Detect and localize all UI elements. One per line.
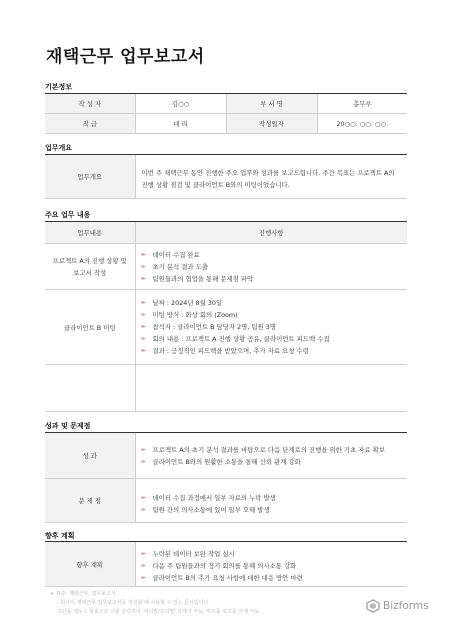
position-label: 직 급	[45, 114, 135, 134]
problem-content[interactable]	[135, 479, 407, 523]
list-item: ► 팀원 간의 의사소통에 있어 일부 오해 발생	[141, 506, 270, 514]
list-item: ► 데이터 수집 완료	[141, 250, 200, 259]
list-item: ► 클라이언트 B의 추가 요청 사항에 대한 대응 방안 마련	[141, 574, 303, 582]
bullet-marker-icon: ►	[141, 494, 147, 501]
bullet-marker-icon: ►	[141, 299, 147, 306]
plan-content[interactable]	[135, 542, 407, 587]
bullet-marker-icon: ►	[141, 506, 147, 513]
performance-label: 성 과	[45, 433, 135, 479]
task-row-2-label: 클라이언트 B 미팅	[45, 290, 135, 365]
results-table	[45, 432, 407, 523]
task-row-1-progress[interactable]	[135, 244, 407, 290]
dept-value[interactable]: 총무부	[317, 94, 407, 114]
bullet-marker-icon: ►	[141, 250, 147, 258]
section-results-label: 성과 및 문제점	[45, 422, 91, 430]
section-plan-label: 향후 계획	[45, 532, 75, 540]
bullet-marker-icon: ►	[141, 445, 147, 453]
list-item: ► 다음 주 팀원들과의 정기 회의를 통해 의사소통 강화	[141, 562, 297, 570]
plan-table	[45, 541, 407, 587]
list-item: ► 회의 내용 : 프로젝트 A 진행 상황 공유, 클라이언트 피드백 수집	[141, 335, 330, 343]
author-label: 작 성 자	[45, 94, 135, 114]
footer-line-1: ★ 표준: 재택근무, 업무보고서	[50, 591, 116, 597]
page-title: 재택근무 업무보고서	[46, 47, 205, 67]
task-row-2-progress[interactable]	[135, 290, 407, 365]
bullet-marker-icon: ►	[141, 311, 147, 318]
bullet-marker-icon: ►	[141, 574, 147, 581]
bullet-marker-icon: ►	[141, 274, 147, 282]
date-label: 작성일자	[226, 114, 317, 134]
list-item: ► 프로젝트 A의 초기 분석 결과를 바탕으로 다음 단계로의 진행을 위한 기초 자료 확보	[141, 445, 385, 454]
footer-line-2: - 회사의 재택근무 업무보고서를 작성할 때 사용할 수 있는 문서입니다.	[57, 600, 210, 606]
bullet-marker-icon: ►	[141, 550, 147, 557]
bullet-marker-icon: ►	[141, 562, 147, 569]
list-item: ► 날짜 : 2024년 8월 30일	[141, 299, 223, 307]
overview-row-label: 업무개요	[45, 155, 135, 199]
task-row-1-label: 프로젝트 A의 진행 상황 및 보고서 작성	[45, 244, 135, 290]
section-basic-label: 기본정보	[45, 83, 73, 91]
progress-header: 진행사항	[135, 222, 407, 244]
section-overview-label: 업무개요	[45, 144, 73, 152]
overview-text[interactable]: 이번 주 재택근무 동안 진행한 주요 업무와 성과를 보고드립니다. 주간 목표는 프로젝트 A의 진행 상황 점검 및 클라이언트 B와의 미팅이었습니다.	[135, 155, 407, 199]
bullet-marker-icon: ►	[141, 457, 147, 465]
footer-star-icon: ★	[50, 591, 55, 597]
footer-line-3: 하단을 제우스 항목으로 더블 클릭하여 '머리말/꼬리말' 삭제가 가능, 비즈폼 로고를 삭제 가능	[57, 609, 260, 615]
list-item: ► 초기 분석 결과 도출	[141, 262, 208, 271]
main-tasks-table	[45, 221, 407, 412]
list-item: ► 팀원들과의 협업을 통해 문제점 파악	[141, 274, 254, 283]
author-value[interactable]: 김○○	[135, 94, 226, 114]
task-header: 업무내용	[45, 222, 135, 244]
bizforms-logo-icon	[366, 599, 380, 613]
bullet-marker-icon: ►	[141, 347, 147, 354]
section-main-label: 주요 업무 내용	[45, 211, 91, 219]
list-item: ► 데이터 수집 과정에서 일부 자료의 누락 발생	[141, 494, 276, 502]
bullet-marker-icon: ►	[141, 335, 147, 342]
overview-table	[45, 154, 407, 199]
bullet-marker-icon: ►	[141, 323, 147, 330]
footer-notes	[50, 590, 259, 617]
problem-label: 문 제 점	[45, 479, 135, 523]
task-row-empty-label	[45, 365, 135, 412]
date-value[interactable]: 20○○. ○○. ○○.	[317, 114, 407, 134]
plan-label: 향후 계획	[45, 542, 135, 587]
list-item: ► 클라이언트 B와의 원활한 소통을 통해 신뢰 관계 강화	[141, 457, 301, 466]
dept-label: 부 서 명	[226, 94, 317, 114]
list-item: ► 미팅 방식 : 화상 회의 (Zoom)	[141, 311, 238, 319]
performance-content[interactable]	[135, 433, 407, 479]
bullet-marker-icon: ►	[141, 262, 147, 270]
list-item: ► 결과 : 긍정적인 피드백을 받았으며, 추가 자료 요청 수령	[141, 347, 309, 355]
bizforms-logo-text: Bizforms	[383, 600, 429, 612]
bizforms-logo	[366, 599, 429, 613]
position-value[interactable]: 대 리	[135, 114, 226, 134]
task-row-empty-progress[interactable]	[135, 365, 407, 412]
basic-info-table	[45, 93, 407, 134]
list-item: ► 누락된 데이터 보완 작업 실시	[141, 550, 235, 558]
list-item: ► 참석자 : 클라이언트 B 담당자 2명, 팀원 3명	[141, 323, 277, 331]
